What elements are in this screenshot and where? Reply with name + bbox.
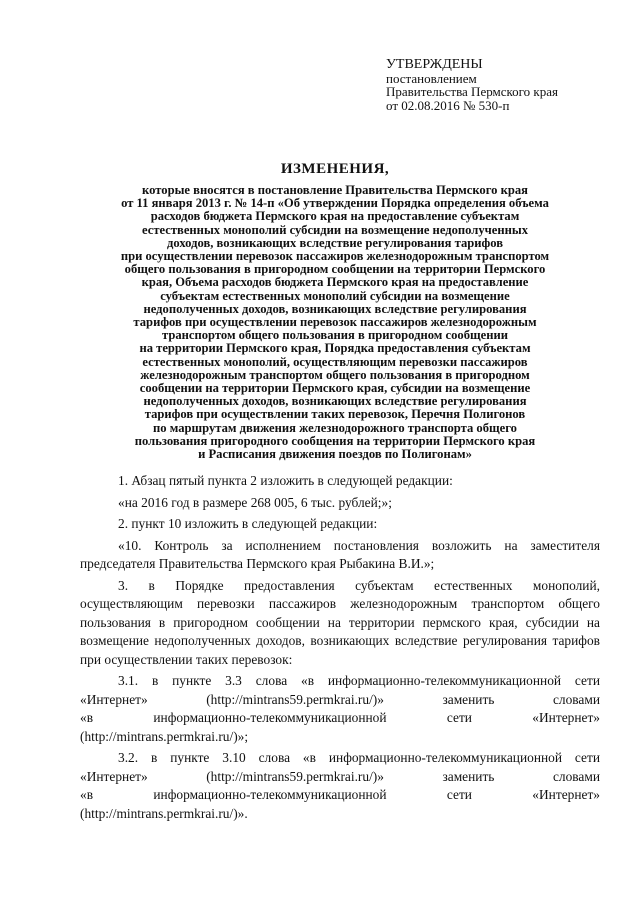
subitem-line: 3.2. в пункте 3.10 слова «в информационно-телекоммуникационной сети bbox=[118, 750, 600, 765]
heading-line: естественных монополий, осуществляющим перевозки пассажиров bbox=[142, 354, 528, 369]
heading-line: субъектам естественных монополий субсидии на возмещение bbox=[160, 288, 510, 303]
heading-line: от 11 января 2013 г. № 14-п «Об утверждении Порядка определения объема bbox=[121, 196, 549, 211]
amendment-subitem-3-2 bbox=[80, 749, 600, 823]
heading-line: недополученных доходов, возникающих вследствие регулирования bbox=[143, 301, 527, 316]
heading-line: естественных монополий субсидии на возмещение недополученных bbox=[142, 222, 528, 237]
heading-line: железнодорожным транспортом общего пользования в пригородном bbox=[140, 367, 530, 382]
subitem-line: «Интернет» (http://mintrans59.permkrai.ru/)» заменить словами bbox=[80, 768, 600, 784]
approval-date: от 02.08.2016 № 530-п bbox=[386, 97, 510, 113]
heading-line: недополученных доходов, возникающих вследствие регулирования bbox=[143, 394, 527, 409]
subitem-line: (http://mintrans.permkrai.ru/)»; bbox=[80, 728, 249, 744]
amendment-quote-2: «10. Контроль за исполнением постановления возложить на заместителя председателя Правительства Пермского края Рыбакина В.И.»; bbox=[80, 537, 600, 571]
subitem-line: (http://mintrans.permkrai.ru/)». bbox=[80, 805, 248, 821]
heading-line: которые вносятся в постановление Правительства Пермского края bbox=[142, 183, 528, 197]
heading-line: на территории Пермского края, Порядка предоставления субъектам bbox=[139, 341, 531, 356]
approval-title: УТВЕРЖДЕНЫ bbox=[386, 57, 483, 72]
heading-line: транспортом общего пользования в пригородном сообщении bbox=[162, 328, 508, 343]
amendment-quote-1: «на 2016 год в размере 268 005, 6 тыс. рублей;»; bbox=[118, 494, 392, 510]
document-title: ИЗМЕНЕНИЯ, bbox=[280, 161, 390, 177]
heading-line: при осуществлении перевозок пассажиров железнодорожным транспортом bbox=[120, 249, 550, 264]
approval-line: постановлением bbox=[386, 70, 477, 86]
approval-line: Правительства Пермского края bbox=[386, 84, 558, 99]
heading-line: пользования пригородного сообщения на территории Пермского края bbox=[134, 433, 536, 448]
subitem-line: «в информационно-телекоммуникационной сети «Интернет» bbox=[80, 710, 600, 725]
subitem-line: «в информационно-телекоммуникационной сети «Интернет» bbox=[80, 787, 600, 802]
approval-stamp bbox=[386, 58, 558, 112]
heading-line: общего пользования в пригородном сообщении на территории Пермского bbox=[124, 262, 546, 277]
heading-line: сообщении на территории Пермского края, субсидии на возмещение bbox=[139, 381, 531, 396]
amendment-item-2: 2. пункт 10 изложить в следующей редакции: bbox=[118, 516, 378, 531]
document-heading bbox=[60, 160, 610, 461]
heading-line: по маршрутам движения железнодорожного транспорта общего bbox=[153, 420, 517, 435]
heading-line: тарифов при осуществлении таких перевозок, Перечня Полигонов bbox=[144, 407, 526, 422]
amendment-subitem-3-1 bbox=[80, 672, 600, 746]
heading-line: тарифов при осуществлении перевозок пассажиров железнодорожным bbox=[133, 315, 537, 330]
heading-line: края, Объема расходов бюджета Пермского края на предоставление bbox=[141, 275, 529, 290]
heading-line: расходов бюджета Пермского края на предоставление субъектам bbox=[150, 209, 520, 224]
subitem-line: «Интернет» (http://mintrans59.permkrai.ru/)» заменить словами bbox=[80, 691, 600, 707]
heading-line: и Расписания движения поездов по Полигонам» bbox=[198, 447, 472, 462]
amendment-item-1: 1. Абзац пятый пункта 2 изложить в следующей редакции: bbox=[118, 473, 453, 488]
amendment-item-3: 3. в Порядке предоставления субъектам естественных монополий, осуществляющим перевозки пассажиров железнодорожным транспортом общего пользования в пригородном сообщении на территории пермского края, субсидии на возмещение недополученных доходов, возникающих вследствие регулирования тарифов при осуществлении таких перевозок: bbox=[80, 577, 600, 667]
heading-line: доходов, возникающих вследствие регулирования тарифов bbox=[166, 235, 503, 250]
document-body bbox=[80, 472, 600, 823]
subitem-line: 3.1. в пункте 3.3 слова «в информационно-телекоммуникационной сети bbox=[118, 673, 600, 688]
